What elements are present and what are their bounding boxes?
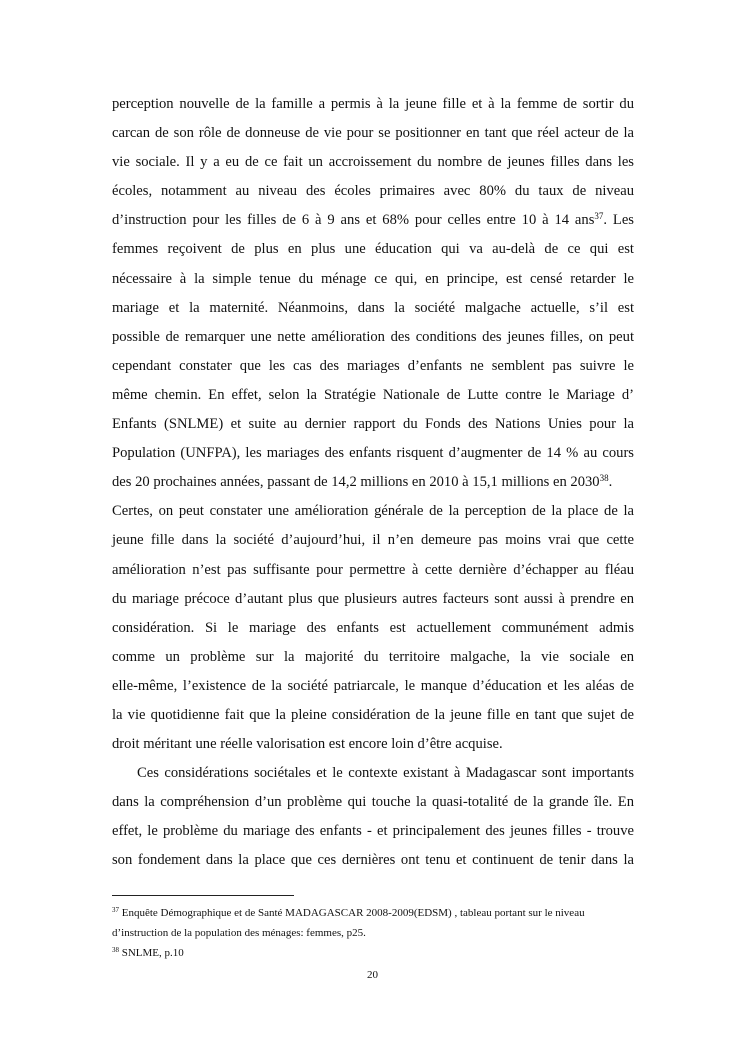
text-line: carcan de son rôle de donneuse de vie pour se positionner en tant que réel acteur de la xyxy=(112,125,634,142)
footnote-text: d’instruction de la population des ménages: femmes, p25. xyxy=(112,927,366,939)
footnotes xyxy=(112,903,634,963)
text-line: mariage et la maternité. Néanmoins, dans la société malgache actuelle, s’il est xyxy=(112,299,634,316)
text-line: elle-même, l’existence de la société patriarcale, le manque d’éducation et les aléas de xyxy=(112,677,634,694)
footnote-37-continuation xyxy=(112,923,634,943)
footnote-38 xyxy=(112,943,634,963)
text-line: écoles, notamment au niveau des écoles primaires avec 80% du taux de niveau xyxy=(112,183,634,200)
text-line: perception nouvelle de la famille a permis à la jeune fille et à la femme de sortir du xyxy=(112,96,634,112)
text-line-with-footnote xyxy=(112,468,634,497)
text-segment: . Les xyxy=(603,212,634,229)
text-line: la vie quotidienne fait que la pleine considération de la jeune fille en tant que sujet de xyxy=(112,706,634,723)
footnote-ref-37[interactable]: 37 xyxy=(594,211,604,222)
text-line: amélioration n’est pas suffisante pour permettre à cette dernière d’échapper au fléau xyxy=(112,561,634,578)
text-line: possible de remarquer une nette amélioration des conditions des jeunes filles, on peut xyxy=(112,328,634,345)
text-line: Population (UNFPA), les mariages des enfants risquent d’augmenter de 14 % au cours xyxy=(112,445,634,462)
text-line: femmes reçoivent de plus en plus une éducation qui va au-delà de ce qui est xyxy=(112,241,634,258)
text-line: dans la compréhension d’un problème qui touche la quasi-totalité de la grande île. En xyxy=(112,794,634,811)
text-line: Enfants (SNLME) et suite au dernier rapport du Fonds des Nations Unies pour la xyxy=(112,416,634,433)
text-line: jeune fille dans la société d’aujourd’hui, il n’en demeure pas moins vrai que cette xyxy=(112,532,634,549)
text-line: droit méritant une réelle valorisation est encore loin d’être acquise. xyxy=(112,736,503,753)
text-line-with-footnote xyxy=(112,206,634,235)
footnote-37 xyxy=(112,903,634,923)
footnote-ref-38[interactable]: 38 xyxy=(599,473,609,484)
text-line: Certes, on peut constater une amélioration générale de la perception de la place de la xyxy=(112,503,634,520)
text-line: Ces considérations sociétales et le contexte existant à Madagascar sont importants xyxy=(137,765,634,782)
body-text xyxy=(112,90,634,876)
footnote-text: Enquête Démographique et de Santé MADAGASCAR 2008-2009(EDSM) , tableau portant sur le niveau xyxy=(121,907,585,919)
text-line: cependant constater que les cas des mariages d’enfants ne semblent pas suivre le xyxy=(112,357,634,374)
text-line: comme un problème sur la majorité du territoire malgache, la vie sociale en xyxy=(112,648,634,665)
text-line: même chemin. En effet, selon la Stratégie Nationale de Lutte contre le Mariage d’ xyxy=(112,386,634,403)
text-segment: des 20 prochaines années, passant de 14,2 millions en 2010 à 15,1 millions en 2030 xyxy=(112,474,600,491)
text-line: son fondement dans la place que ces dernières ont tenu et continuent de tenir dans la xyxy=(112,852,634,869)
footnote-number: 38 xyxy=(112,946,119,954)
text-line: considération. Si le mariage des enfants est actuellement communément admis xyxy=(112,619,634,636)
text-segment: d’instruction pour les filles de 6 à 9 ans et 68% pour celles entre 10 à 14 ans xyxy=(112,212,595,229)
text-line: effet, le problème du mariage des enfants - et principalement des jeunes filles - trouve xyxy=(112,823,634,840)
text-line: vie sociale. Il y a eu de ce fait un accroissement du nombre de jeunes filles dans les xyxy=(112,154,634,171)
text-line: nécessaire à la simple tenue du ménage ce qui, en principe, est censé retarder le xyxy=(112,270,634,287)
page-number: 20 xyxy=(367,969,378,981)
footnote-separator xyxy=(112,895,294,896)
paragraph-2 xyxy=(112,759,634,875)
footnote-text: SNLME, p.10 xyxy=(121,947,184,959)
footnote-number: 37 xyxy=(112,906,119,914)
text-segment: . xyxy=(608,474,613,491)
paragraph-1 xyxy=(112,90,634,759)
text-line: du mariage précoce d’autant plus que plusieurs autres facteurs sont aussi à prendre en xyxy=(112,590,634,607)
